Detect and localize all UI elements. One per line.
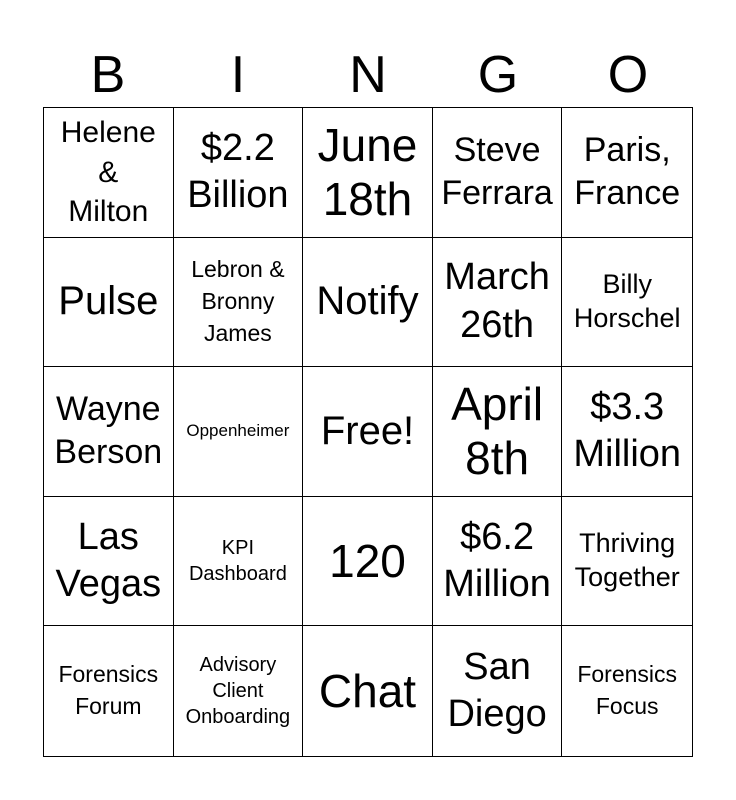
cell-label: Steve Ferrara (441, 131, 553, 213)
cell-label: Lebron & Bronny James (191, 256, 285, 346)
cell-label: KPI Dashboard (188, 537, 287, 586)
bingo-cell[interactable] (562, 367, 692, 497)
bingo-cell[interactable] (174, 108, 304, 238)
free-space[interactable] (303, 367, 433, 497)
cell-label: Advisory Client Onboarding (185, 654, 291, 729)
cell-label: Billy Horschel (573, 269, 681, 333)
bingo-cell[interactable] (433, 367, 563, 497)
bingo-cell[interactable] (433, 626, 563, 756)
cell-label: Free! (320, 409, 415, 454)
cell-label: Wayne Berson (54, 390, 163, 472)
cell-label: San Diego (447, 645, 547, 736)
bingo-cell[interactable] (174, 367, 304, 497)
bingo-cell[interactable] (433, 108, 563, 238)
bingo-cell[interactable] (303, 497, 433, 627)
cell-label: $6.2 Million (443, 515, 551, 606)
cell-label: Thriving Together (574, 528, 680, 593)
bingo-cell[interactable] (562, 238, 692, 368)
bingo-cell[interactable] (303, 108, 433, 238)
bingo-cell[interactable] (44, 497, 174, 627)
cell-label: Chat (318, 665, 417, 718)
bingo-header (43, 44, 693, 106)
bingo-cell[interactable] (174, 238, 304, 368)
cell-label: Forensics Forum (58, 661, 159, 720)
header-letter-b: B (90, 46, 126, 104)
cell-label: March 26th (444, 256, 550, 346)
cell-label: Pulse (58, 279, 159, 324)
bingo-cell[interactable] (44, 238, 174, 368)
bingo-cell[interactable] (174, 497, 304, 627)
cell-label: Forensics Focus (577, 661, 678, 720)
cell-label: Notify (316, 279, 419, 324)
cell-label: Oppenheimer (186, 421, 290, 441)
header-letter-g: G (477, 46, 519, 104)
bingo-cell[interactable] (44, 626, 174, 756)
cell-label: April 8th (451, 378, 544, 485)
cell-label: 120 (329, 534, 406, 587)
cell-label: Las Vegas (55, 515, 162, 606)
bingo-cell[interactable] (174, 626, 304, 756)
bingo-cell[interactable] (562, 108, 692, 238)
bingo-board (43, 107, 693, 757)
bingo-cell[interactable] (433, 497, 563, 627)
header-letter-i: I (230, 46, 246, 104)
bingo-cell[interactable] (44, 367, 174, 497)
cell-label: June 18th (317, 119, 418, 226)
bingo-cell[interactable] (433, 238, 563, 368)
header-letter-o: O (607, 46, 649, 104)
bingo-cell[interactable] (44, 108, 174, 238)
cell-label: Helene & Milton (60, 115, 156, 229)
bingo-cell[interactable] (303, 238, 433, 368)
header-letter-n: N (349, 46, 387, 104)
cell-label: $3.3 Million (573, 385, 682, 476)
bingo-cell[interactable] (303, 626, 433, 756)
cell-label: Paris, France (574, 131, 681, 213)
bingo-cell[interactable] (562, 626, 692, 756)
bingo-cell[interactable] (562, 497, 692, 627)
cell-label: $2.2 Billion (187, 126, 289, 217)
